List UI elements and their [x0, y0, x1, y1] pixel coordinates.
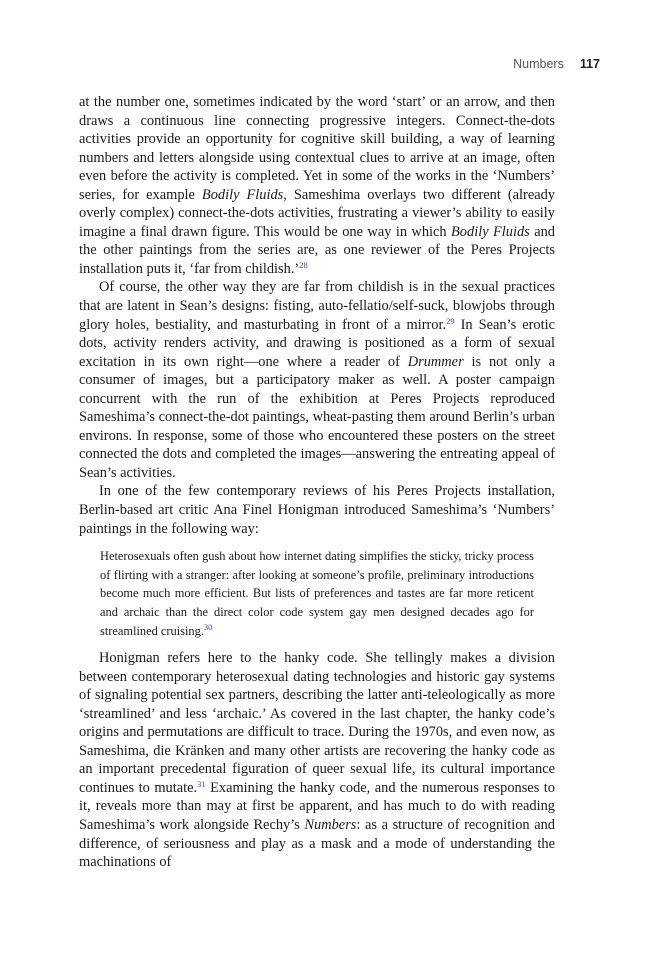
footnote-ref-28[interactable]: 28 [299, 259, 308, 270]
text-run: is not only a consumer of images, but a participatory maker as well. A poster campaign concurrent with the run of the exhibition at Peres Projects reproduced Sameshima’s connect-the-dot paintings, wheat-pasting them around Berlin’s urban environs. In response, some of those who encountered these posters on the street connected the dots and completed the images—answering the entreating appeal of Sean’s activities. [79, 353, 555, 481]
paragraph-1 [79, 93, 555, 278]
block-quote [100, 547, 534, 640]
page-number: 117 [579, 57, 600, 71]
text-run: In one of the few contemporary reviews of his Peres Projects installation, Berlin-based art critic Ana Finel Honigman introduced Sameshima’s ‘Numbers’ paintings in the following way: [79, 483, 555, 537]
footnote-ref-31[interactable]: 31 [197, 778, 206, 789]
section-title: Numbers [513, 57, 564, 71]
quote-text: Heterosexuals often gush about how internet dating simplifies the sticky, tricky process of flirting with a stranger: after looking at someone’s profile, preliminary introductions become much more efficient. But lists of preferences and tastes are far more reticent and archaic than the direct color code system gay men designed decades ago for streamlined cruising. [100, 549, 534, 638]
text-run: Honigman refers here to the hanky code. She tellingly makes a division between contemporary heterosexual dating technologies and historic gay systems of signaling potential sex partners, describing the latter anti-teleologically as more ‘streamlined’ and less ‘archaic.’ As covered in the last chapter, the hanky code’s origins and permutations are difficult to trace. During the 1970s, and even now, as Sameshima, die Kränken and many other artists are recovering the hanky code as an important precedental figuration of queer sexual life, its cultural importance continues to mutate. [79, 650, 555, 796]
footnote-ref-30[interactable]: 30 [203, 621, 213, 632]
text-run: at the number one, sometimes indicated by the word ‘start’ or an arrow, and then draws a continuous line connecting progressive integers. Connect-the-dots activities provide an opportunity for cognitive skill building, a way of learning numbers and letters alongside using contextual clues to arrive at an image, often even before the activity is completed. Yet in some of the works in the ‘Numbers’ series, for example [79, 94, 555, 203]
text-run: and the other paintings from the series are, as one reviewer of the Peres Projects installation puts it, ‘far from childish.’ [79, 223, 555, 277]
artwork-title: Bodily Fluids [201, 186, 284, 203]
paragraph-3 [79, 482, 555, 538]
text-run: : as a structure of recognition and difference, of seriousness and play as a mask and a mode of understanding the machinations of [79, 817, 555, 871]
paragraph-4 [79, 649, 555, 872]
text-run: Of course, the other way they are far from childish is in the sexual practices that are latent in Sean’s designs: fisting, auto-fellatio/self-suck, blowjobs through glory holes, bestiality, and masturbating in front of a mirror. [79, 279, 555, 333]
book-title: Numbers [304, 817, 357, 834]
magazine-title: Drummer [407, 353, 464, 370]
paragraph-2 [79, 278, 555, 482]
footnote-ref-29[interactable]: 29 [446, 315, 455, 326]
text-run: Examining the hanky code, and the numerous responses to it, reveals more than may at first be apparent, and has much to do with reading Sameshima’s work alongside Rechy’s [79, 779, 555, 834]
artwork-title: Bodily Fluids [451, 223, 530, 240]
text-run: , Sameshima overlays two different (already overly complex) connect-the-dots activities, frustrating a viewer’s ability to easily imagine a final drawn figure. This would be one way in which [79, 186, 555, 240]
text-run: In Sean’s erotic dots, activity renders activity, and drawing is positioned as a form of sexual excitation in its own right—one where a reader of [79, 316, 555, 370]
body-text [79, 93, 555, 872]
running-head [513, 57, 600, 71]
